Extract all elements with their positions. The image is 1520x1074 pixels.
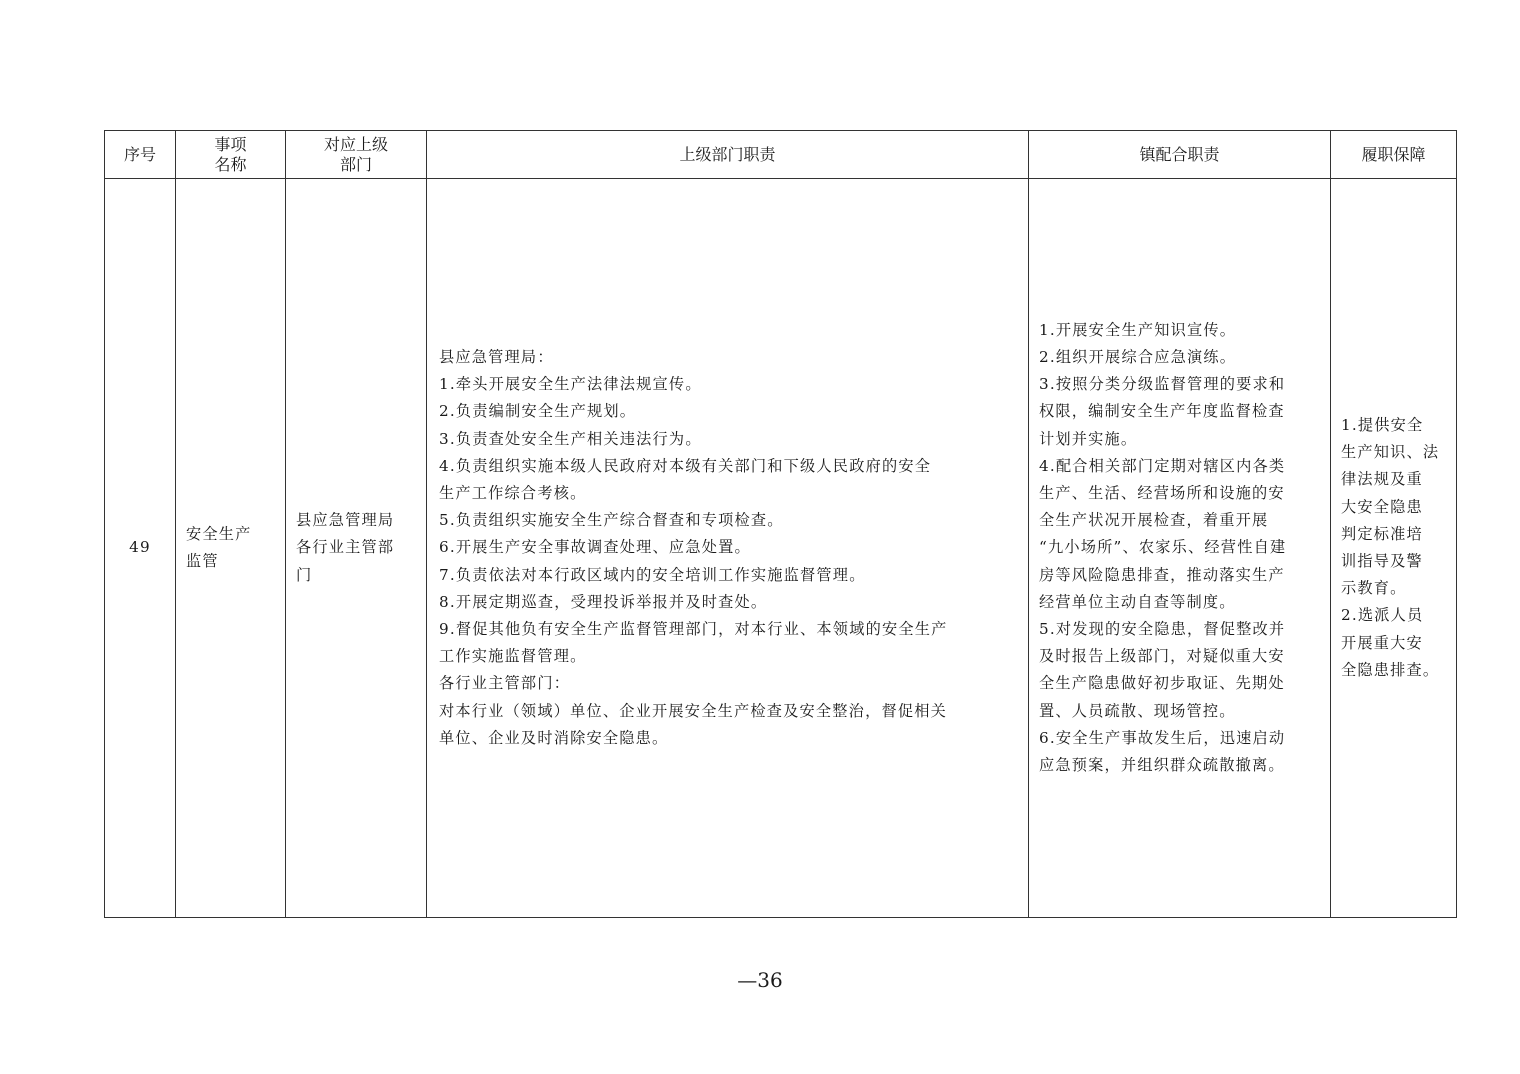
upper-line: 4.负责组织实施本级人民政府对本级有关部门和下级人民政府的安全: [439, 456, 932, 475]
guarantee-line: 2.选派人员: [1341, 606, 1424, 625]
header-upper-duties: 上级部门职责: [427, 131, 1029, 179]
town-line: “九小场所”、农家乐、经营性自建: [1039, 538, 1287, 557]
town-line: 应急预案，并组织群众疏散撤离。: [1039, 756, 1285, 775]
town-line: 全生产状况开展检查，着重开展: [1039, 511, 1269, 530]
header-item-line: 名称: [214, 154, 247, 174]
item-line: 安全生产: [186, 524, 252, 543]
town-line: 计划并实施。: [1039, 429, 1138, 448]
town-line: 经营单位主动自查等制度。: [1039, 592, 1236, 611]
town-line: 生产、生活、经营场所和设施的安: [1039, 483, 1285, 502]
header-item: [176, 131, 286, 179]
dept-line: 门: [296, 565, 313, 584]
guarantee-line: 开展重大安: [1341, 633, 1423, 652]
cell-seq: 49: [105, 179, 176, 918]
cell-item: [176, 179, 286, 918]
upper-line: 6.开展生产安全事故调查处理、应急处置。: [439, 538, 751, 557]
upper-line: 生产工作综合考核。: [439, 483, 587, 502]
upper-line: 1.牵头开展安全生产法律法规宣传。: [439, 375, 702, 394]
dept-line: 县应急管理局: [296, 511, 395, 530]
cell-town-duties: [1029, 179, 1331, 918]
upper-line: 8.开展定期巡查，受理投诉举报并及时查处。: [439, 592, 768, 611]
guarantee-line: 示教育。: [1341, 579, 1407, 598]
upper-line: 单位、企业及时消除安全隐患。: [439, 728, 669, 747]
header-dept-line: 部门: [339, 154, 372, 174]
guarantee-line: 训指导及警: [1341, 552, 1423, 570]
town-line: 4.配合相关部门定期对辖区内各类: [1039, 456, 1286, 475]
upper-line: 各行业主管部门：: [439, 674, 571, 693]
upper-line: 7.负责依法对本行政区域内的安全培训工作实施监督管理。: [439, 565, 866, 584]
guarantee-line: 全隐患排查。: [1341, 660, 1440, 679]
header-dept-line: 对应上级: [323, 134, 388, 154]
town-line: 5.对发现的安全隐患，督促整改并: [1039, 620, 1286, 638]
guarantee-line: 律法规及重: [1341, 470, 1423, 489]
header-item-line: 事项: [214, 134, 247, 154]
header-guarantee: 履职保障: [1331, 131, 1457, 179]
guarantee-line: 生产知识、法: [1341, 443, 1440, 462]
town-line: 3.按照分类分级监督管理的要求和: [1039, 375, 1286, 394]
cell-upper-duties: [427, 179, 1029, 918]
item-line: 监管: [186, 552, 219, 570]
dept-line: 各行业主管部: [296, 538, 395, 557]
town-line: 2.组织开展综合应急演练。: [1039, 347, 1237, 366]
upper-line: 3.负责查处安全生产相关违法行为。: [439, 429, 702, 448]
town-line: 6.安全生产事故发生后，迅速启动: [1039, 728, 1286, 747]
cell-dept: [286, 179, 427, 918]
page-number: —36: [737, 968, 783, 992]
responsibility-table: [104, 130, 1457, 918]
header-dept: [286, 131, 427, 179]
town-line: 房等风险隐患排查，推动落实生产: [1039, 565, 1285, 584]
guarantee-line: 大安全隐患: [1341, 497, 1423, 516]
guarantee-line: 判定标准培: [1341, 524, 1423, 543]
guarantee-line: 1.提供安全: [1341, 415, 1424, 434]
town-line: 权限，编制安全生产年度监督检查: [1039, 402, 1285, 421]
table-header-row: [105, 131, 1457, 179]
town-line: 全生产隐患做好初步取证、先期处: [1039, 674, 1285, 693]
town-line: 1.开展安全生产知识宣传。: [1039, 320, 1237, 339]
header-seq: 序号: [105, 131, 176, 179]
town-line: 置、人员疏散、现场管控。: [1039, 701, 1236, 720]
upper-line: 9.督促其他负有安全生产监督管理部门，对本行业、本领域的安全生产: [439, 620, 948, 638]
town-line: 及时报告上级部门，对疑似重大安: [1039, 647, 1285, 666]
upper-line: 工作实施监督管理。: [439, 647, 587, 666]
header-town-duties: 镇配合职责: [1029, 131, 1331, 179]
cell-guarantee: [1331, 179, 1457, 918]
upper-line: 对本行业（领域）单位、企业开展安全生产检查及安全整治，督促相关: [439, 701, 948, 720]
upper-line: 2.负责编制安全生产规划。: [439, 402, 637, 421]
upper-line: 5.负责组织实施安全生产综合督查和专项检查。: [439, 511, 784, 530]
table-row: [105, 179, 1457, 918]
upper-line: 县应急管理局：: [439, 347, 554, 366]
